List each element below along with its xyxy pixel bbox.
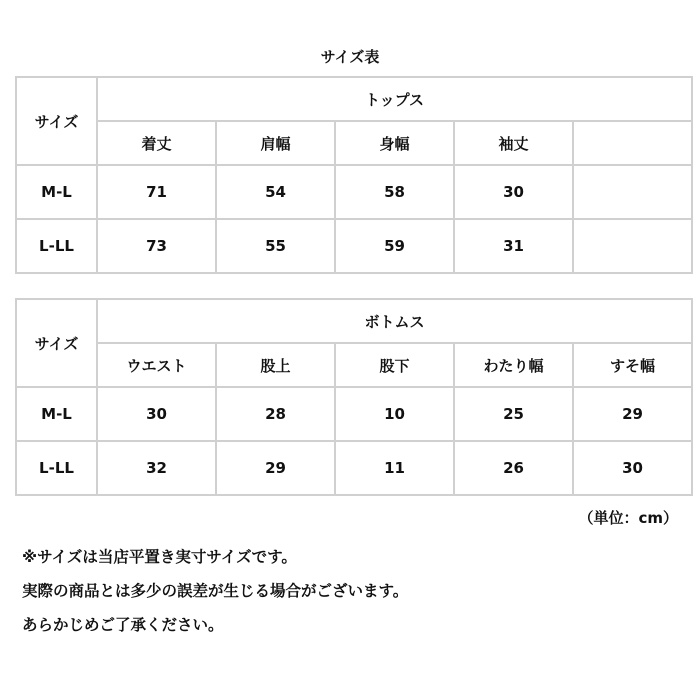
tops-size-table <box>15 76 693 274</box>
table-cell: 59 <box>335 219 454 273</box>
table-cell: 31 <box>454 219 573 273</box>
size-header-cell: サイズ <box>16 299 97 387</box>
row-size-label: L-LL <box>16 441 97 495</box>
table-cell <box>573 219 692 273</box>
table-cell: 73 <box>97 219 216 273</box>
column-header: すそ幅 <box>573 343 692 387</box>
note-line: ※サイズは当店平置き実寸サイズです。 <box>22 548 297 566</box>
table-column-header-row <box>16 343 692 387</box>
table-row <box>16 387 692 441</box>
table-cell: 28 <box>216 387 335 441</box>
table-row <box>16 219 692 273</box>
table-cell: 32 <box>97 441 216 495</box>
table-cell: 71 <box>97 165 216 219</box>
column-header: ウエスト <box>97 343 216 387</box>
notes-block <box>22 540 408 642</box>
table-row <box>16 441 692 495</box>
table-cell: 30 <box>97 387 216 441</box>
column-header: 着丈 <box>97 121 216 165</box>
column-header: 股上 <box>216 343 335 387</box>
note-line: あらかじめご了承ください。 <box>22 616 224 634</box>
column-header: わたり幅 <box>454 343 573 387</box>
row-size-label: M-L <box>16 165 97 219</box>
table-cell: 55 <box>216 219 335 273</box>
table-cell: 25 <box>454 387 573 441</box>
row-size-label: M-L <box>16 387 97 441</box>
table-cell: 11 <box>335 441 454 495</box>
table-cell: 10 <box>335 387 454 441</box>
table-cell: 26 <box>454 441 573 495</box>
table-cell: 30 <box>454 165 573 219</box>
column-header: 身幅 <box>335 121 454 165</box>
page-title: サイズ表 <box>320 48 380 66</box>
table-column-header-row <box>16 121 692 165</box>
row-size-label: L-LL <box>16 219 97 273</box>
size-header-cell: サイズ <box>16 77 97 165</box>
table-cell: 29 <box>216 441 335 495</box>
table-cell: 29 <box>573 387 692 441</box>
table-header-row <box>16 299 692 343</box>
unit-note: （単位：cm） <box>578 509 678 527</box>
group-header-cell: トップス <box>97 77 692 121</box>
table-row <box>16 165 692 219</box>
column-header: 股下 <box>335 343 454 387</box>
table-cell: 30 <box>573 441 692 495</box>
column-header: 袖丈 <box>454 121 573 165</box>
bottoms-size-table <box>15 298 693 496</box>
group-header-cell: ボトムス <box>97 299 692 343</box>
table-cell: 58 <box>335 165 454 219</box>
table-header-row <box>16 77 692 121</box>
column-header: 肩幅 <box>216 121 335 165</box>
table-cell: 54 <box>216 165 335 219</box>
note-line: 実際の商品とは多少の誤差が生じる場合がございます。 <box>22 582 409 600</box>
column-header <box>573 121 692 165</box>
table-cell <box>573 165 692 219</box>
